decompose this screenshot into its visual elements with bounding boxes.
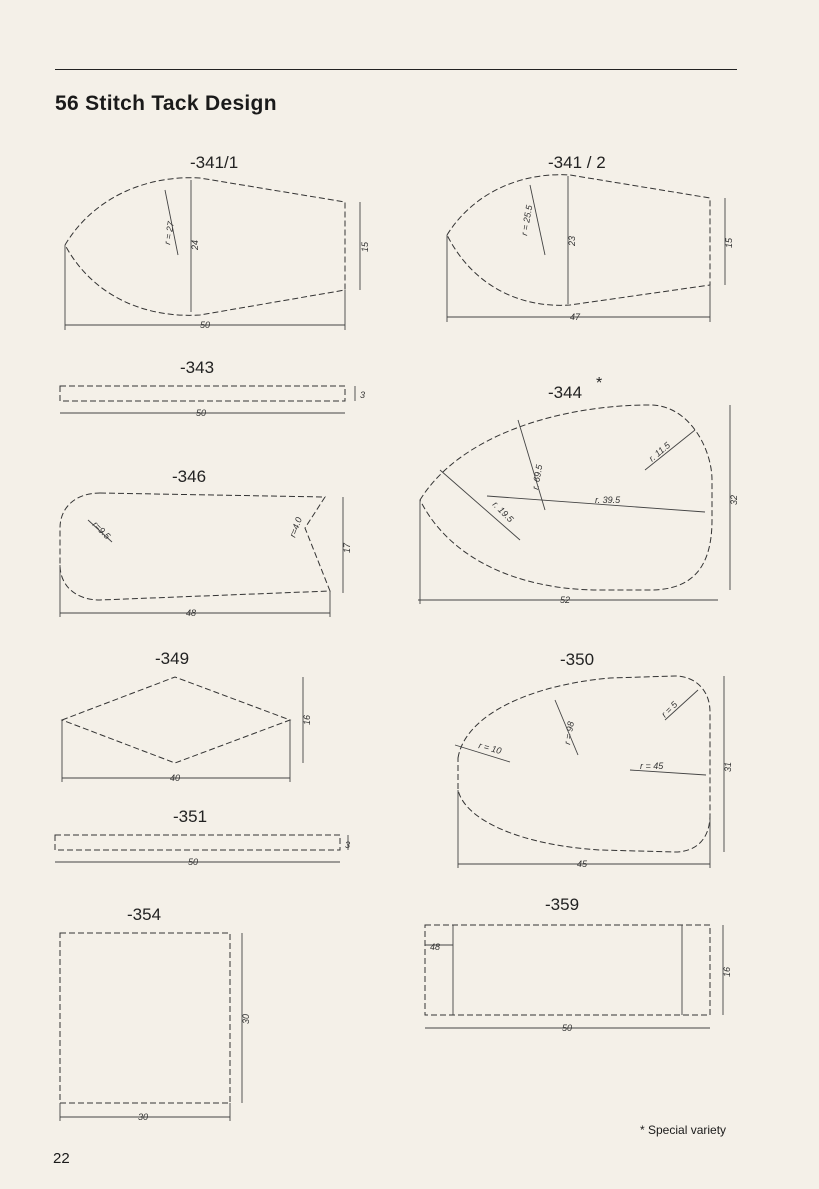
height-label: 24 (190, 239, 200, 250)
design-359 (425, 895, 732, 1033)
design-354 (60, 905, 251, 1122)
height-label: 3 (345, 840, 351, 850)
width-label: 48 (186, 608, 197, 618)
design-code: -349 (155, 649, 190, 668)
width-label: 30 (138, 1112, 149, 1122)
stitch-outline (60, 493, 330, 600)
stitch-outline (420, 405, 712, 590)
design-code: -346 (172, 467, 207, 486)
footnote: * Special variety (640, 1123, 727, 1137)
design-code: -341 / 2 (548, 153, 606, 172)
height-label: 32 (729, 494, 739, 505)
stitch-outline (425, 925, 710, 1015)
design-code: -343 (180, 358, 215, 377)
height-label: 3 (360, 390, 366, 400)
height-label: 30 (241, 1013, 251, 1024)
radius-label: r=9.5 (90, 519, 113, 542)
radius-line (530, 185, 545, 255)
design-341-2 (447, 153, 734, 322)
radius-label: r = 5 (659, 699, 680, 720)
height-label: 16 (302, 714, 312, 725)
width-label: 52 (560, 595, 571, 605)
inner-width-label: 48 (430, 942, 441, 952)
radius-label: r = 45 (640, 761, 664, 771)
stitch-outline (60, 386, 345, 401)
width-label: 45 (577, 859, 588, 869)
design-349 (62, 649, 312, 783)
design-code: -344 (548, 383, 583, 402)
design-code: -359 (545, 895, 580, 914)
radius-label: r. 39.5 (595, 495, 621, 505)
radius-label: r=4.0 (287, 515, 304, 539)
radius-label: r. 69.5 (530, 463, 545, 491)
design-code: -351 (173, 807, 208, 826)
page-title: 56 Stitch Tack Design (55, 92, 277, 115)
design-code: -350 (560, 650, 595, 669)
design-343 (60, 358, 365, 418)
stitch-outline (55, 835, 340, 850)
width-label: 50 (188, 857, 199, 867)
radius-label: r = 98 (562, 720, 577, 746)
radius-label: r = 25.5 (519, 204, 535, 237)
width-label: 50 (196, 408, 207, 418)
radius-label: r. 11.5 (646, 440, 673, 464)
height-label: 15 (724, 237, 734, 248)
page-number: 22 (53, 1150, 70, 1167)
width-label: 50 (562, 1023, 573, 1033)
height-label: 17 (342, 542, 352, 553)
radius-label: r. 19.5 (490, 499, 516, 525)
special-mark: * (596, 375, 603, 392)
design-346 (60, 467, 352, 618)
radius-line (440, 470, 520, 540)
design-344 (418, 375, 739, 605)
height-label: 23 (567, 235, 577, 246)
height-label: 31 (723, 761, 733, 772)
stitch-outline (447, 175, 710, 306)
design-code: -354 (127, 905, 162, 924)
height-label: 15 (360, 241, 370, 252)
radius-label: r = 27 (162, 220, 177, 246)
design-341-1 (65, 153, 370, 330)
design-code: -341/1 (190, 153, 239, 172)
stitch-outline (62, 677, 290, 763)
stitch-outline (65, 178, 345, 316)
stitch-outline (60, 933, 230, 1103)
radius-label: r = 10 (477, 740, 503, 756)
width-label: 47 (570, 312, 581, 322)
width-label: 50 (200, 320, 211, 330)
width-label: 40 (170, 773, 181, 783)
height-label: 16 (722, 966, 732, 977)
design-351 (55, 807, 350, 867)
design-350 (455, 650, 733, 869)
